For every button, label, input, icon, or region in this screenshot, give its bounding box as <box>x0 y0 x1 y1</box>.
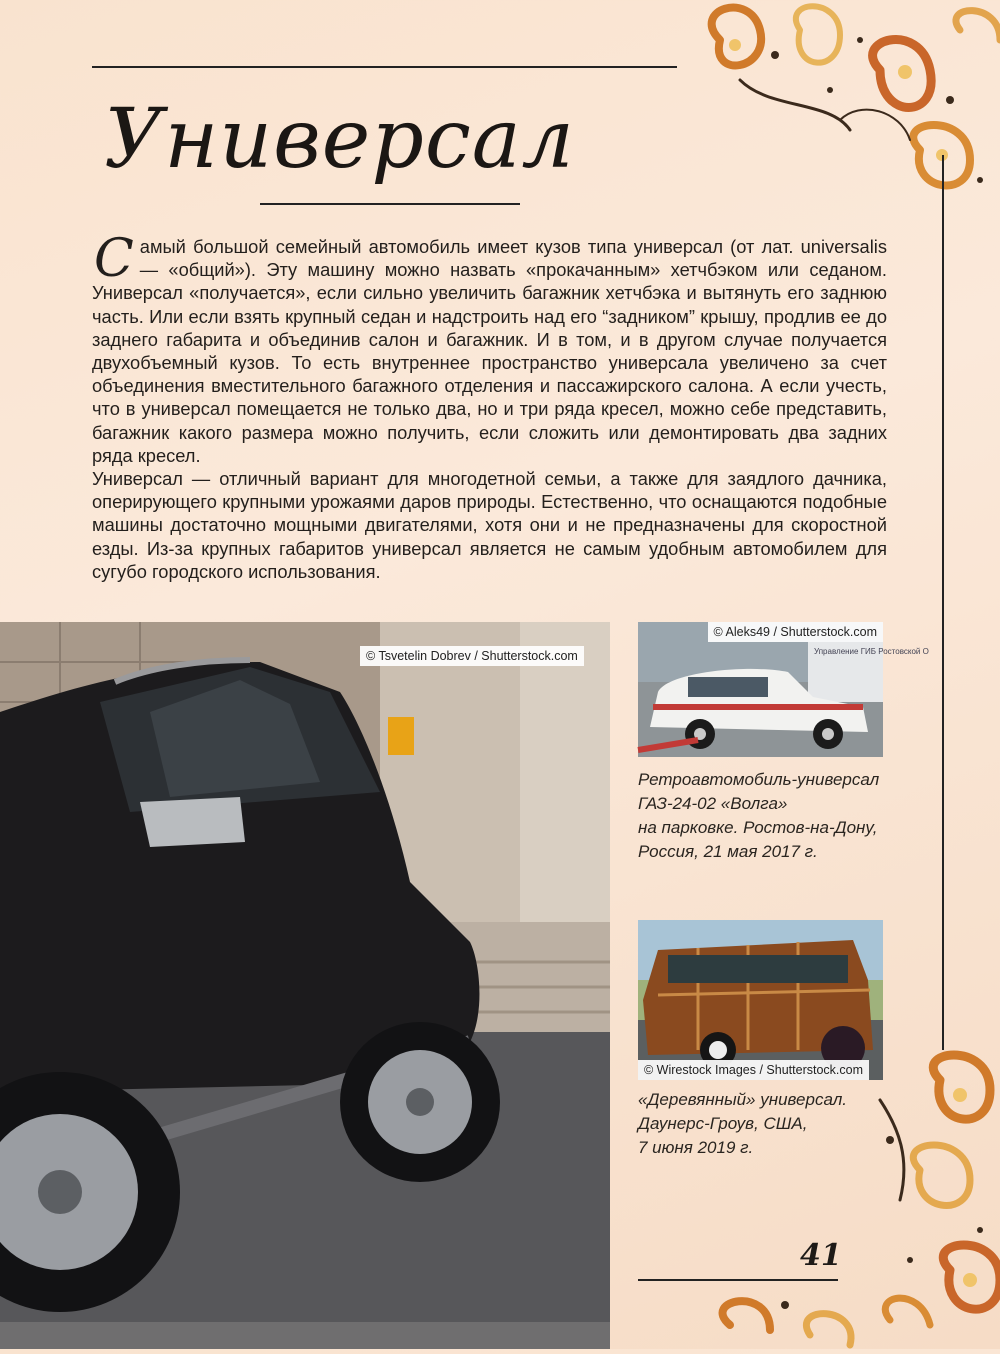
top-rule <box>92 66 677 68</box>
volga-photo <box>638 622 929 757</box>
volga-photo-credit: © Aleks49 / Shutterstock.com <box>708 622 883 642</box>
volga-sign-text: Управление ГИБ Ростовской О <box>814 647 929 656</box>
page-title: Универсал <box>104 92 575 187</box>
volga-caption <box>638 768 879 864</box>
woody-photo <box>638 920 883 1080</box>
main-photo-credit: © Tsvetelin Dobrev / Shutterstock.com <box>360 646 584 666</box>
woody-caption <box>638 1088 847 1160</box>
article-body <box>92 229 887 583</box>
swirl-ornament-top <box>680 0 1000 200</box>
volga-caption-line-1: Ретроавтомобиль-универсал <box>638 770 880 789</box>
paragraph-1 <box>92 229 887 467</box>
woody-caption-line-3: 7 июня 2019 г. <box>638 1138 754 1157</box>
woody-illustration <box>638 920 883 1080</box>
paragraph-1-text: амый большой семейный автомобиль имеет кузов типа универсал (от лат. universalis — «общий»). Эту машину можно назвать «прокачанным» хетчбэком или седаном. Универсал «получается», если сильно увеличить багажник хетчбэка и вытянуть его заднюю часть. Или если взять крупный седан и надстроить над его “задником” крышу, продлив ее до заднего габарита и объединив салон и багажник. И в том, и в другом случае получается двухобъемный кузов. То есть внутреннее пространство универсала увеличено за счет объединения вместительного багажного отделения и пассажирского салона. А если учесть, что в универсал помещается не только два, но и три ряда кресел, можно себе представить, багажник какого размера можно получить, если сложить или демонтировать два задних ряда кресел. <box>92 236 887 466</box>
main-car-photo <box>0 622 610 1349</box>
station-wagon-illustration <box>0 622 610 1349</box>
woody-photo-credit: © Wirestock Images / Shutterstock.com <box>638 1060 869 1080</box>
side-rule <box>942 155 944 1050</box>
page-number: 41 <box>800 1238 842 1273</box>
volga-caption-line-3: на парковке. Ростов-на-Дону, <box>638 818 878 837</box>
swirl-ornament-bottom <box>860 1040 1000 1349</box>
drop-cap: С <box>94 229 134 289</box>
woody-caption-line-2: Даунерс-Гроув, США, <box>638 1114 808 1133</box>
volga-caption-line-4: Россия, 21 мая 2017 г. <box>638 842 818 861</box>
page-number-rule <box>638 1279 838 1281</box>
woody-caption-line-1: «Деревянный» универсал. <box>638 1090 848 1109</box>
paragraph-2: Универсал — отличный вариант для многодетной семьи, а также для заядлого дачника, оперирующего крупными урожаями даров природы. Естественно, что оснащаются подобные машины достаточно мощными двигателями, хотя они и не предназначены для скоростной езды. Из-за крупных габаритов универсал является не самым удобным автомобилем для сугубо городского использования. <box>92 468 887 582</box>
title-rule <box>260 203 520 205</box>
volga-caption-line-2: ГАЗ-24-02 «Волга» <box>638 794 788 813</box>
swirl-ornament-bottom-left <box>690 1275 870 1349</box>
volga-illustration <box>638 622 929 757</box>
